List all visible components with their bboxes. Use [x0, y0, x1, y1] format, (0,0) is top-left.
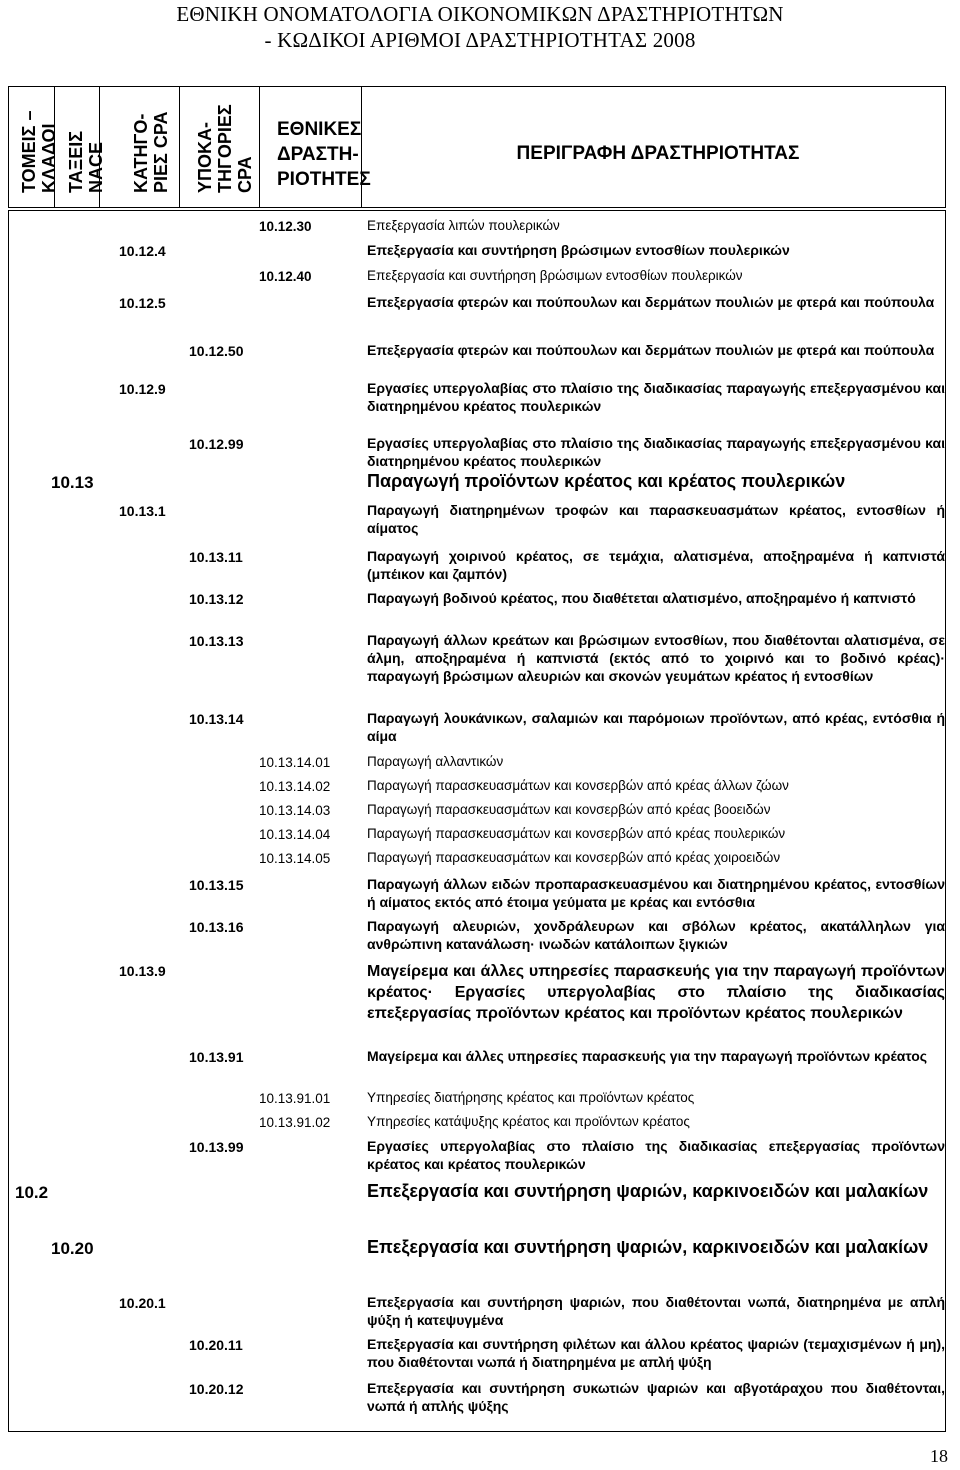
activity-code: 10.12.99: [189, 436, 244, 452]
activity-code: 10.13: [51, 473, 94, 492]
activity-description: Παραγωγή παρασκευασμάτων και κονσερβών από κρέας χοιροειδών: [367, 850, 781, 865]
activity-code: 10.13.14.01: [259, 755, 331, 770]
activity-code: 10.12.9: [119, 381, 166, 397]
header-col-subcategories: ΥΠΟΚΑ- ΤΗΓΟΡΙΕΣ CPA: [179, 87, 260, 207]
activity-description: Επεξεργασία φτερών και πούπουλων και δερμάτων πουλιών με φτερά και πούπουλα: [367, 342, 935, 358]
activity-description: Παραγωγή παρασκευασμάτων και κονσερβών από κρέας βοοειδών: [367, 802, 771, 817]
activity-description: Υπηρεσίες κατάψυξης κρέατος και προϊόντων κρέατος: [367, 1114, 690, 1129]
activity-code: 10.20: [51, 1239, 94, 1258]
activity-description: Παραγωγή παρασκευασμάτων και κονσερβών από κρέας άλλων ζώων: [367, 778, 789, 793]
activity-code: 10.13.99: [189, 1139, 244, 1155]
activity-description: Επεξεργασία φτερών και πούπουλων και δερμάτων πουλιών με φτερά και πούπουλα: [367, 294, 935, 310]
activity-code: 10.13.11: [189, 549, 243, 565]
activity-description: Παραγωγή διατηρημένων τροφών και παρασκευασμάτων κρέατος, εντοσθίων ή αίματος: [367, 502, 945, 536]
activity-code: 10.13.12: [189, 591, 244, 607]
activity-description: Επεξεργασία και συντήρηση βρώσιμων εντοσθίων πουλερικών: [367, 242, 790, 258]
header-col-sectors: ΤΟΜΕΙΣ – ΚΛΑΔΟΙ: [9, 87, 55, 207]
activity-code: 10.20.12: [189, 1381, 244, 1397]
activity-code: 10.13.14.03: [259, 803, 331, 818]
activity-table: [8, 210, 946, 1432]
activity-code: 10.13.14.05: [259, 851, 331, 866]
activity-description: Παραγωγή χοιρινού κρέατος, σε τεμάχια, αλατισμένα, αποξηραμένα ή καπνιστά (μπέικον και ζαμπόν): [367, 548, 945, 582]
activity-code: 10.13.16: [189, 919, 244, 935]
activity-code: 10.2: [15, 1183, 49, 1202]
activity-description: Μαγείρεμα και άλλες υπηρεσίες παρασκευής για την παραγωγή προϊόντων κρέατος: [367, 1048, 928, 1064]
document-subtitle: - ΚΩΔΙΚΟΙ ΑΡΙΘΜΟΙ ΔΡΑΣΤΗΡΙΟΤΗΤΑΣ 2008: [264, 28, 696, 52]
activity-code: 10.20.11: [189, 1337, 243, 1353]
activity-description: Επεξεργασία και συντήρηση ψαριών, καρκινοειδών και μαλακίων: [367, 1237, 929, 1257]
activity-code: 10.13.1: [119, 503, 166, 519]
header-label-description: ΠΕΡΙΓΡΑΦΗ ΔΡΑΣΤΗΡΙΟΤΗΤΑΣ: [516, 143, 800, 164]
activity-code: 10.20.1: [119, 1295, 166, 1311]
document-title: ΕΘΝΙΚΗ ΟΝΟΜΑΤΟΛΟΓΙΑ ΟΙΚΟΝΟΜΙΚΩΝ ΔΡΑΣΤΗΡΙΟΤΗΤΩΝ: [176, 2, 784, 26]
activity-code: 10.13.14: [189, 711, 244, 727]
header-col-categories: ΚΑΤΗΓΟ- ΡΙΕΣ CPA: [99, 87, 180, 207]
activity-description: Επεξεργασία και συντήρηση συκωτιών ψαριών και αβγοτάραχου που διαθέτονται, νωπά ή απλής ψύξης: [367, 1380, 945, 1414]
activity-code: 10.12.5: [119, 295, 166, 311]
activity-code: 10.13.15: [189, 877, 244, 893]
activity-description: Παραγωγή άλλων κρεάτων και βρώσιμων εντοσθίων, που διαθέτονται αλατισμένα, σε άλμη, αποξηραμένα ή καπνιστά (εκτός από το χοιρινό και το βοδινό κρέας)· παραγωγή βρώσιμων αλευριών και σκονών γευμάτων κρέατος ή εντοσθίων: [367, 632, 945, 684]
activity-description: Επεξεργασία λιπών πουλερικών: [367, 218, 560, 233]
activity-code: 10.12.30: [259, 219, 312, 234]
activity-code: 10.13.14.04: [259, 827, 331, 842]
activity-code: 10.12.50: [189, 343, 244, 359]
activity-description: Επεξεργασία και συντήρηση φιλέτων και άλλου κρέατος ψαριών (τεμαχισμένων ή μη), που διαθέτονται νωπά ή διατηρημένα με απλή ψύξη: [367, 1336, 945, 1370]
activity-code: 10.13.91.01: [259, 1091, 331, 1106]
activity-description: Παραγωγή βοδινού κρέατος, που διαθέτεται αλατισμένο, αποξηραμένο ή καπνιστό: [367, 590, 916, 606]
activity-description: Υπηρεσίες διατήρησης κρέατος και προϊόντων κρέατος: [367, 1090, 695, 1105]
activity-description: Επεξεργασία και συντήρηση ψαριών, που διαθέτονται νωπά, διατηρημένα με απλή ψύξη ή κατεψυγμένα: [367, 1294, 945, 1328]
activity-code: 10.13.9: [119, 963, 166, 979]
activity-description: Παραγωγή προϊόντων κρέατος και κρέατος πουλερικών: [367, 471, 846, 491]
activity-description: Εργασίες υπεργολαβίας στο πλαίσιο της διαδικασίας επεξεργασίας προϊόντων κρέατος και κρέατος πουλερικών: [367, 1138, 945, 1172]
table-header: [8, 86, 946, 208]
activity-code: 10.13.13: [189, 633, 244, 649]
activity-description: Παραγωγή λουκάνικων, σαλαμιών και παρόμοιων προϊόντων, από κρέας, εντόσθια ή αίμα: [367, 710, 945, 744]
activity-code: 10.13.91: [189, 1049, 244, 1065]
activity-description: Επεξεργασία και συντήρηση ψαριών, καρκινοειδών και μαλακίων: [367, 1181, 929, 1201]
activity-code: 10.13.91.02: [259, 1115, 331, 1130]
activity-description: Παραγωγή αλευριών, χονδράλευρων και σβόλων κρέατος, ακατάλληλων για ανθρώπινη κατανάλωση· ινωδών κατάλοιπων ξιγκιών: [367, 918, 945, 952]
header-col-classes: ΤΑΞΕΙΣ NACE: [54, 87, 100, 207]
activity-code: 10.13.14.02: [259, 779, 331, 794]
activity-description: Μαγείρεμα και άλλες υπηρεσίες παρασκευής για την παραγωγή προϊόντων κρέατος· Εργασίες υπεργολαβίας στο πλαίσιο της διαδικασίας επεξεργασίας προϊόντων κρέατος και προϊόντων κρέατος πουλερικών: [367, 963, 945, 1022]
activity-description: Παραγωγή παρασκευασμάτων και κονσερβών από κρέας πουλερικών: [367, 826, 786, 841]
header-label-national: ΕΘΝΙΚΕΣ ΔΡΑΣΤΗ- ΡΙΟΤΗΤΕΣ: [277, 119, 371, 190]
page-number: 18: [930, 1446, 948, 1466]
activity-description: Εργασίες υπεργολαβίας στο πλαίσιο της διαδικασίας παραγωγής επεξεργασμένου και διατηρημένου κρέατος πουλερικών: [367, 435, 945, 469]
activity-description: Εργασίες υπεργολαβίας στο πλαίσιο της διαδικασίας παραγωγής επεξεργασμένου και διατηρημένου κρέατος πουλερικών: [367, 380, 945, 414]
activity-description: Επεξεργασία και συντήρηση βρώσιμων εντοσθίων πουλερικών: [367, 268, 743, 283]
activity-code: 10.12.40: [259, 269, 312, 284]
activity-description: Παραγωγή αλλαντικών: [367, 754, 504, 769]
activity-code: 10.12.4: [119, 243, 166, 259]
activity-description: Παραγωγή άλλων ειδών προπαρασκευασμένου και διατηρημένου κρέατος, εντοσθίων ή αίματος εκτός από έτοιμα γεύματα με κρέας και εντόσθια: [367, 876, 945, 910]
